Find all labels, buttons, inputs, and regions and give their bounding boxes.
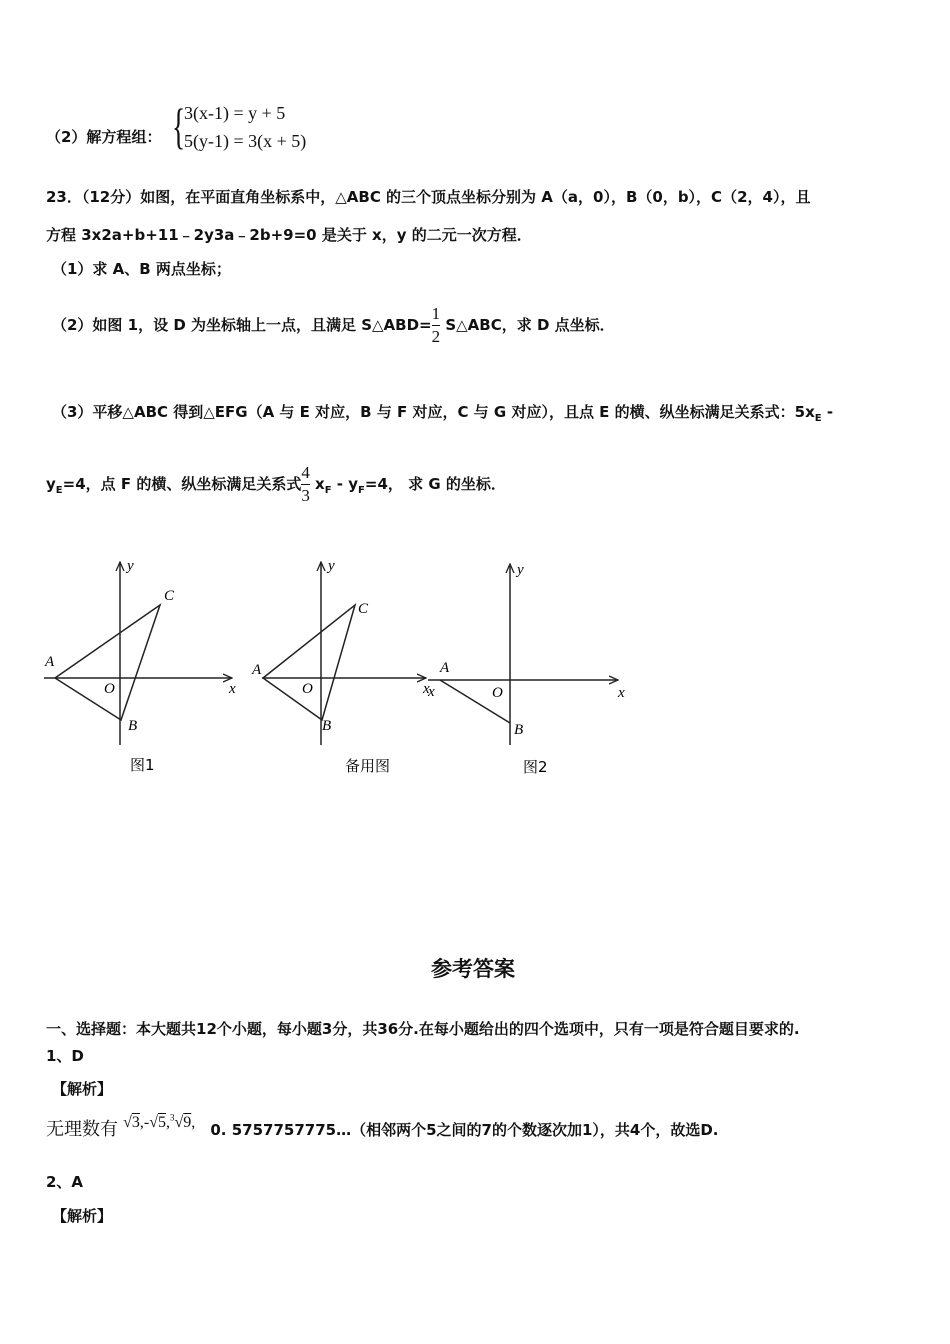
label-b: B bbox=[322, 718, 332, 734]
fraction-numerator-2: 4 bbox=[301, 463, 310, 482]
figure-2 bbox=[427, 562, 625, 776]
radicand-3: 9 bbox=[183, 1114, 192, 1131]
label-x: x bbox=[229, 681, 236, 697]
radicand-1: 3 bbox=[131, 1114, 140, 1131]
q23-part3-text2: =4，点 F 的横、纵坐标满足关系式 bbox=[62, 475, 302, 493]
separator-2: , bbox=[165, 1114, 170, 1131]
q23-part2-pre: （2）如图 1，设 D 为坐标轴上一点，且满足 S△ABD= bbox=[52, 316, 432, 334]
x-var: x bbox=[309, 475, 325, 493]
equation-2: 5(y-1) = 3(x + 5) bbox=[184, 131, 307, 151]
q23-line2: 方程 3x2a+b+11﹣2y3a﹣2b+9=0 是关于 x，y 的二元一次方程． bbox=[46, 226, 532, 244]
caption-fig2: 图2 bbox=[523, 758, 548, 776]
fraction-one-half bbox=[432, 305, 441, 346]
fraction-bar-2 bbox=[301, 484, 310, 485]
radicand-2: 5 bbox=[157, 1114, 166, 1131]
coordinate-figures bbox=[0, 540, 950, 800]
answers-heading: 参考答案 bbox=[431, 957, 515, 981]
label-a: A bbox=[252, 662, 262, 678]
irrational-lead: 无理数有 bbox=[46, 1119, 118, 1139]
label-origin: O bbox=[492, 685, 503, 701]
fraction-numerator: 1 bbox=[431, 304, 441, 323]
label-a: A bbox=[440, 660, 450, 676]
fraction-denominator: 2 bbox=[431, 327, 441, 346]
separator-1: ,- bbox=[139, 1114, 150, 1131]
caption-fig1: 图1 bbox=[130, 756, 155, 774]
sqrt-icon: √ bbox=[149, 1114, 158, 1131]
q23-part3-line1 bbox=[52, 401, 833, 424]
subscript-f: F bbox=[324, 485, 332, 496]
q23-line1: 23．（12分）如图，在平面直角坐标系中，△ABC 的三个顶点坐标分别为 A（a，0），B（0，b），C（2，4），且 bbox=[46, 188, 811, 206]
radicals bbox=[123, 1114, 195, 1131]
label-x: x bbox=[618, 685, 625, 701]
subscript-e: E bbox=[814, 413, 822, 424]
label-c: C bbox=[164, 588, 175, 604]
label-y: y bbox=[328, 558, 335, 574]
q22-label: （2）解方程组： bbox=[46, 128, 162, 146]
y-var: y bbox=[46, 475, 56, 493]
sqrt-icon: √ bbox=[123, 1114, 132, 1131]
label-y: y bbox=[127, 558, 134, 574]
q23-part2-post: S△ABC，求 D 点坐标． bbox=[440, 316, 615, 334]
answer-2: 2、A bbox=[46, 1173, 84, 1191]
label-b: B bbox=[128, 718, 138, 734]
label-b: B bbox=[514, 722, 524, 738]
q23-part3-text: （3）平移△ABC 得到△EFG（A 与 E 对应，B 与 F 对应，C 与 G 对应），且点 E 的横、纵坐标满足关系式：5x bbox=[52, 403, 815, 421]
label-c: C bbox=[358, 601, 369, 617]
label-a: A bbox=[45, 654, 55, 670]
analysis-label-2: 【解析】 bbox=[52, 1207, 113, 1225]
q23-part2 bbox=[52, 305, 615, 346]
q23-part1: （1）求 A、B 两点坐标； bbox=[52, 260, 231, 278]
label-y: y bbox=[517, 562, 524, 578]
figure-1 bbox=[44, 558, 236, 774]
section-1-intro: 一、选择题：本大题共12个小题，每小题3分，共36分.在每小题给出的四个选项中，只有一项是符合题目要求的. bbox=[46, 1020, 800, 1038]
fraction-denominator-2: 3 bbox=[301, 486, 310, 505]
triangle-abc bbox=[55, 605, 160, 720]
answer-1: 1、D bbox=[46, 1047, 84, 1065]
q23-part3-end: =4， 求 G 的坐标． bbox=[364, 475, 506, 493]
equation-1: 3(x-1) = y + 5 bbox=[184, 103, 286, 123]
q23-part3-mid: - y bbox=[331, 475, 359, 493]
separator-3: , bbox=[191, 1114, 196, 1131]
label-origin: O bbox=[302, 681, 313, 697]
answer-1-analysis bbox=[46, 1112, 719, 1141]
label-x-left: x bbox=[428, 684, 435, 700]
answer-1-rest: 0. 5757757775…（相邻两个5之间的7的个数逐次加1），共4个，故选D. bbox=[210, 1121, 719, 1139]
label-origin: O bbox=[104, 681, 115, 697]
q23-part3-tail: - bbox=[821, 403, 834, 421]
label-x: x bbox=[423, 681, 430, 697]
root-index: 3 bbox=[169, 1112, 175, 1123]
subscript-f-2: F bbox=[358, 485, 365, 496]
fraction-bar bbox=[432, 325, 441, 326]
q23-part3-line2 bbox=[46, 464, 506, 505]
analysis-label-1: 【解析】 bbox=[52, 1080, 113, 1098]
triangle-abc bbox=[263, 605, 355, 720]
caption-backup: 备用图 bbox=[345, 757, 391, 775]
system-brace: { bbox=[172, 98, 186, 154]
fraction-four-thirds bbox=[301, 464, 310, 505]
figure-backup bbox=[251, 558, 430, 775]
sqrt-icon: √ bbox=[174, 1114, 184, 1131]
subscript-e-2: E bbox=[55, 485, 63, 496]
